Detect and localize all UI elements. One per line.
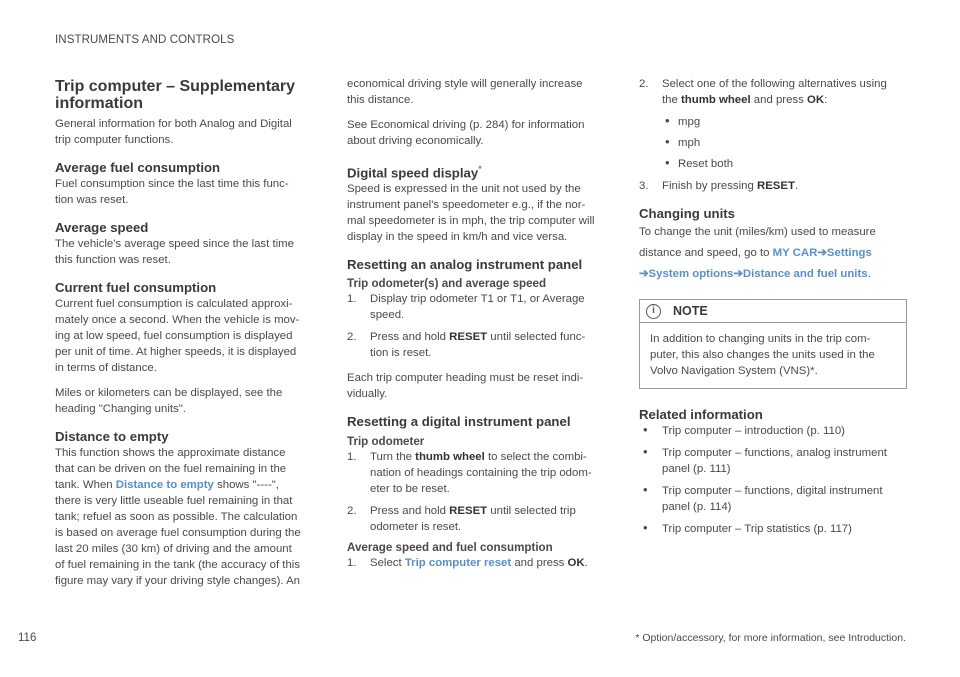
dte-line: is based on average fuel consumption during the [55,527,301,539]
avg-fuel-heading: Average fuel consumption [55,160,221,175]
digital-speed-line: display in the speed in km/h and vice versa. [347,231,568,244]
step-text: . [794,180,799,192]
cur-fuel-line: in terms of distance. [55,362,157,374]
step-number: 2. [639,78,649,90]
reset-digital-heading: Resetting a digital instrument panel [347,414,571,430]
step-text: : [824,94,828,106]
related-link[interactable] [639,445,907,477]
note-title: NOTE [673,304,708,318]
step-text: tion is reset. [370,347,432,360]
arrow-right-icon: ➔ [639,268,649,280]
page-title-line-2: information [55,95,143,112]
ok-button-label: OK [567,557,585,570]
analog-steps [347,291,610,361]
step-text: Turn the [370,451,416,464]
related-link-text[interactable]: Trip computer – Trip statistics (p. 117) [662,523,852,535]
reset-button-label: RESET [449,331,488,344]
reset-button-label: RESET [756,180,795,192]
changing-end: . [867,268,871,280]
arrow-right-icon: ➔ [733,268,743,280]
avg-fuel-line-1: Fuel consumption since the last time this func- [55,178,289,190]
cur-fuel-line: ing at low speed, fuel consumption is displayed [55,330,293,342]
menu-path-distance-fuel-units: Distance and fuel units [742,268,868,280]
option-asterisk: * [478,164,482,174]
page-title [55,78,318,112]
bullet: • [643,422,648,437]
step-text: Finish by pressing [662,180,757,192]
dte-line: tank. When [55,479,116,491]
note-box [639,299,907,389]
avg-speed-text [55,236,318,268]
dte-line: This function shows the approximate distance [55,447,286,459]
dte-line: of fuel remaining in the tank (the accuracy of this [55,559,301,571]
related-link-text[interactable]: panel (p. 114) [662,501,732,513]
changing-units-text [639,222,907,285]
economical-line-2: this distance. [347,94,414,106]
economical-line-1: economical driving style will generally increase [347,78,583,90]
note-header [640,300,906,323]
bullet: • [665,134,670,149]
avg-speed-heading: Average speed [55,220,149,235]
column-3 [639,76,907,537]
avg-fuel-line-2: tion was reset. [55,194,129,206]
reset-analog-heading: Resetting an analog instrument panel [347,257,583,273]
digital-speed-heading-text: Digital speed display [347,165,479,181]
step-text: the [662,94,681,106]
see-economical-text [347,117,610,149]
step-text: to select the combi- [484,451,587,464]
step-text: Select one of the following alternatives using [662,78,887,90]
digital-speed-text [347,181,610,245]
step-number: 2. [347,331,357,344]
option-text: Reset both [678,158,734,170]
page-title-line-1: Trip computer – Supplementary [55,78,296,95]
trip-odo-avg-heading: Trip odometer(s) and average speed [347,277,547,291]
ok-button-label: OK [806,94,825,106]
avg-steps [347,555,610,571]
bullet: • [643,520,648,535]
list-item [347,503,610,535]
step-text: Select [370,557,405,570]
dte-line: tank; refuel as soon as possible. The calculation [55,511,298,523]
column-1 [55,76,318,589]
unit-options [639,114,907,172]
dte-heading: Distance to empty [55,429,169,444]
list-item [347,329,610,361]
note-line: In addition to changing units in the trip com- [650,333,871,345]
distance-to-empty-menu-label: Distance to empty [115,479,214,491]
trip-odo-heading: Trip odometer [347,435,425,449]
step-text: and press [511,557,568,570]
dte-text [55,445,318,589]
cur-fuel-text [55,296,318,376]
related-link[interactable] [639,521,907,537]
changing-line-2: distance and speed, go to [639,247,773,259]
arrow-right-icon: ➔ [817,247,827,259]
option-text: mpg [678,116,701,128]
thumb-wheel-label: thumb wheel [415,451,485,464]
digital-speed-line: mal speedometer is in mph, the trip computer will [347,215,595,228]
list-item [347,291,610,323]
step-text: . [584,557,588,570]
miles-km-line-2: heading "Changing units". [55,403,186,415]
related-link-text[interactable]: panel (p. 111) [662,463,731,475]
bullet: • [643,482,648,497]
reset-button-label: RESET [449,505,488,518]
list-item [639,178,907,194]
dte-line: figure may vary if your driving style changes). An [55,575,301,587]
info-icon: i [646,304,661,319]
step-text: until selected func- [487,331,586,344]
note-line: puter, this also changes the units used in the [650,349,875,361]
see-line-1: See Economical driving (p. 284) for information [347,119,585,131]
page-number: 116 [18,632,37,644]
step-number: 1. [347,293,357,306]
each-reset-text [347,370,610,402]
related-link-text[interactable]: Trip computer – functions, digital instrument [662,485,883,497]
related-info-heading: Related information [639,407,763,422]
related-link[interactable] [639,483,907,515]
footnote: * Option/accessory, for more information, see Introduction. [635,632,906,644]
step-text: odometer is reset. [370,521,462,534]
list-item [347,449,610,497]
cur-fuel-line: Current fuel consumption is calculated approxi- [55,298,293,310]
dte-line: there is very little useable fuel remaining in that [55,495,293,507]
changing-line-1: To change the unit (miles/km) used to measure [639,226,876,238]
digital-steps [347,449,610,535]
list-item [347,555,610,571]
step-number: 1. [347,557,357,570]
digital-speed-line: Speed is expressed in the unit not used by the [347,183,581,196]
dte-line: that can be driven on the fuel remaining in the [55,463,287,475]
avg-steps-cont [639,76,907,194]
step-number: 1. [347,451,357,464]
note-line: Volvo Navigation System (VNS)*. [650,365,818,377]
menu-path-my-car: MY CAR [772,247,818,259]
miles-km-line-1: Miles or kilometers can be displayed, see the [55,387,283,399]
cur-fuel-heading: Current fuel consumption [55,280,217,295]
step-text: Display trip odometer T1 or T1, or Average [370,293,585,306]
bullet: • [665,113,670,128]
related-link[interactable] [639,423,907,439]
thumb-wheel-label: thumb wheel [681,94,751,106]
menu-path-system-options: System options [648,268,734,280]
avg-speed-line-1: The vehicle's average speed since the last time [55,238,294,250]
running-head: INSTRUMENTS AND CONTROLS [55,34,235,46]
related-info-list [639,423,907,537]
step-text: nation of headings containing the trip odom- [370,467,592,480]
note-body [640,323,906,388]
bullet: • [643,444,648,459]
economical-cont-text [347,76,610,108]
intro-line-1: General information for both Analog and Digital [55,118,292,130]
step-number: 3. [639,180,649,192]
step-text: until selected trip [487,505,576,518]
step-number: 2. [347,505,357,518]
list-item [639,135,907,151]
list-item [639,156,907,172]
step-text: speed. [370,309,405,322]
miles-km-text [55,385,318,417]
intro-text [55,116,318,148]
list-item [639,114,907,130]
see-line-2: about driving economically. [347,135,484,147]
cur-fuel-line: mately once a second. When the vehicle is mov- [55,314,300,326]
intro-line-2: trip computer functions. [55,134,174,146]
digital-speed-line: instrument panel's speedometer e.g., if the nor- [347,199,586,212]
related-link-text[interactable]: Trip computer – functions, analog instrument [662,447,887,459]
changing-units-heading: Changing units [639,206,735,221]
menu-path-settings: Settings [826,247,872,259]
each-line-2: vidually. [347,388,388,401]
step-text: and press [750,94,807,106]
related-link-text[interactable]: Trip computer – introduction (p. 110) [662,425,845,437]
step-text: Press and hold [370,505,450,518]
each-line-1: Each trip computer heading must be reset indi- [347,372,584,385]
trip-computer-reset-menu-label: Trip computer reset [404,557,512,570]
column-2 [347,76,610,571]
step-text: eter to be reset. [370,483,450,496]
dte-line: shows "----", [213,479,279,491]
option-text: mph [678,137,701,149]
avg-fuel-text [55,176,318,208]
avg-speed-line-2: this function was reset. [55,254,171,266]
dte-line: last 20 miles (30 km) of driving and the amount [55,543,292,555]
bullet: • [665,155,670,170]
digital-speed-heading [347,161,610,181]
step-text: Press and hold [370,331,450,344]
avg-speed-fuel-heading: Average speed and fuel consumption [347,541,553,555]
list-item [639,76,907,172]
cur-fuel-line: per unit of time. At higher speeds, it is displayed [55,346,297,358]
